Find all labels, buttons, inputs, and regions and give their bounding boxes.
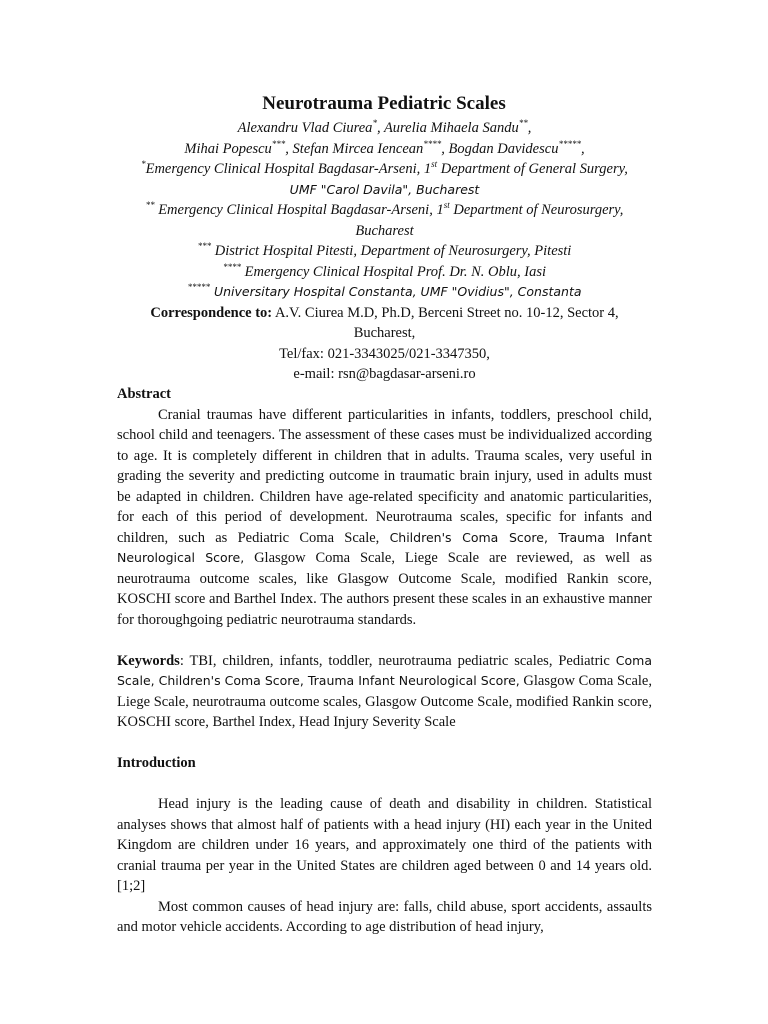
author-mark: ***** (558, 138, 581, 149)
author-name: Aurelia Mihaela Sandu (383, 120, 519, 136)
affiliation-2 (117, 200, 652, 221)
affiliation-mark: ** (145, 200, 155, 210)
abstract-heading: Abstract (117, 386, 171, 402)
author-separator: , (441, 140, 449, 157)
ordinal-suffix: st (443, 200, 450, 210)
keywords-text: : TBI, children, infants, toddler, neurotrauma pediatric scales, Pediatric (179, 652, 610, 669)
affiliation-2-city: Bucharest (355, 222, 414, 239)
author-mark: * (372, 118, 377, 128)
correspondence-line-2: Bucharest, (353, 325, 416, 341)
author-name: Bogdan Davidescu (448, 140, 559, 157)
paper-title: Neurotrauma Pediatric Scales (262, 93, 506, 114)
affiliation-text: District Hospital Pitesti, Department of Neurosurgery, Pitesti (211, 243, 572, 259)
keywords-text: Coma Scale, Children's Coma Score, Trauma Infant Neurological Score, (117, 652, 652, 688)
affiliation-5 (117, 282, 652, 303)
keywords-label: Keywords (117, 652, 180, 669)
ordinal-suffix: st (431, 159, 438, 169)
affiliation-text: Department of General Surgery, (437, 161, 628, 177)
abstract-body (117, 405, 652, 631)
affiliation-text: Emergency Clinical Hospital Bagdasar-Arseni, 1 (154, 202, 444, 218)
abstract-section (117, 384, 652, 938)
author-mark: **** (423, 138, 442, 149)
affiliation-text: Emergency Clinical Hospital Bagdasar-Arseni, 1 (145, 161, 432, 177)
abstract-text: Glasgow Coma Scale, Liege Scale are reviewed, as well as neurotrauma outcome scales, like Glasgow Outcome Scale, modified Rankin score, KOSCHI score and Barthel Index. The authors present these scales in an exhaustive manner for thoroughgoing pediatric neurotrauma standards. (117, 550, 652, 628)
affiliation-text: Department of Neurosurgery, (449, 202, 624, 218)
affiliation-mark: *** (197, 241, 212, 251)
introduction-paragraph-1: Head injury is the leading cause of death and disability in children. Statistical analyses shows that almost half of patients with a head injury (HI) each year in the United Kingdom are children under 16 years, and approximately one third of the patients with cranial trauma per year in the United States are children aged between 0 and 14 years old.[1;2] (117, 796, 652, 894)
author-separator: , (285, 140, 293, 157)
author-line-2 (117, 139, 652, 160)
author-name: Stefan Mircea Iencean (292, 140, 424, 157)
author-separator: , (580, 140, 585, 157)
author-name: Mihai Popescu (184, 140, 272, 157)
author-separator: , (376, 120, 384, 136)
correspondence-address: A.V. Ciurea M.D, Ph.D, Berceni Street no. 10-12, Sector 4, (272, 304, 619, 321)
affiliation-mark: * (141, 159, 146, 169)
affiliation-text: Emergency Clinical Hospital Prof. Dr. N. Oblu, Iasi (240, 263, 547, 280)
affiliation-text: Universitary Hospital Constanta, UMF "Ovidius", Constanta (209, 284, 582, 299)
keywords-paragraph (117, 651, 652, 733)
affiliation-3 (117, 241, 652, 262)
affiliation-1-city: UMF "Carol Davila", Bucharest (289, 181, 480, 197)
abstract-text: Children's Coma Score, Trauma Infant Neurological Score, (117, 529, 652, 565)
author-line-1 (117, 118, 652, 139)
author-mark: *** (271, 138, 286, 149)
affiliation-mark: ***** (187, 282, 210, 292)
correspondence-email: e-mail: rsn@bagdasar-arseni.ro (293, 366, 476, 382)
author-block (117, 118, 652, 385)
affiliation-mark: **** (222, 261, 241, 272)
affiliation-1 (105, 159, 664, 180)
correspondence-phone: Tel/fax: 021-3343025/021-3347350, (279, 345, 490, 362)
correspondence-label: Correspondence to: (150, 304, 273, 321)
introduction-paragraph-2: Most common causes of head injury are: falls, child abuse, sport accidents, assaults and motor vehicle accidents. According to age distribution of head injury, (117, 898, 652, 935)
abstract-text: Cranial traumas have different particularities in infants, toddlers, preschool child, school child and teenagers. The assessment of these cases must be individualized according to age. It is completely different in children that in adults. Trauma scales, very useful in grading the severity and predicting outcome in traumatic brain injury, used in adults must be adapted in children. Children have age-related specificity and anatomic particularities, for each of this period of development. Neurotrauma scales, specific for infants and children, such as Pediatric Coma Scale, (117, 406, 652, 546)
author-name: Alexandru Vlad Ciurea (237, 120, 373, 136)
author-mark: ** (518, 118, 528, 128)
correspondence-line-1 (117, 303, 652, 324)
keywords-text: Glasgow Coma Scale, Liege Scale, neurotrauma outcome scales, Glasgow Outcome Scale, modified Rankin score, KOSCHI score, Barthel Index, Head Injury Severity Scale (117, 673, 652, 730)
author-separator: , (527, 120, 532, 136)
affiliation-4 (117, 262, 652, 283)
introduction-heading: Introduction (117, 755, 196, 771)
